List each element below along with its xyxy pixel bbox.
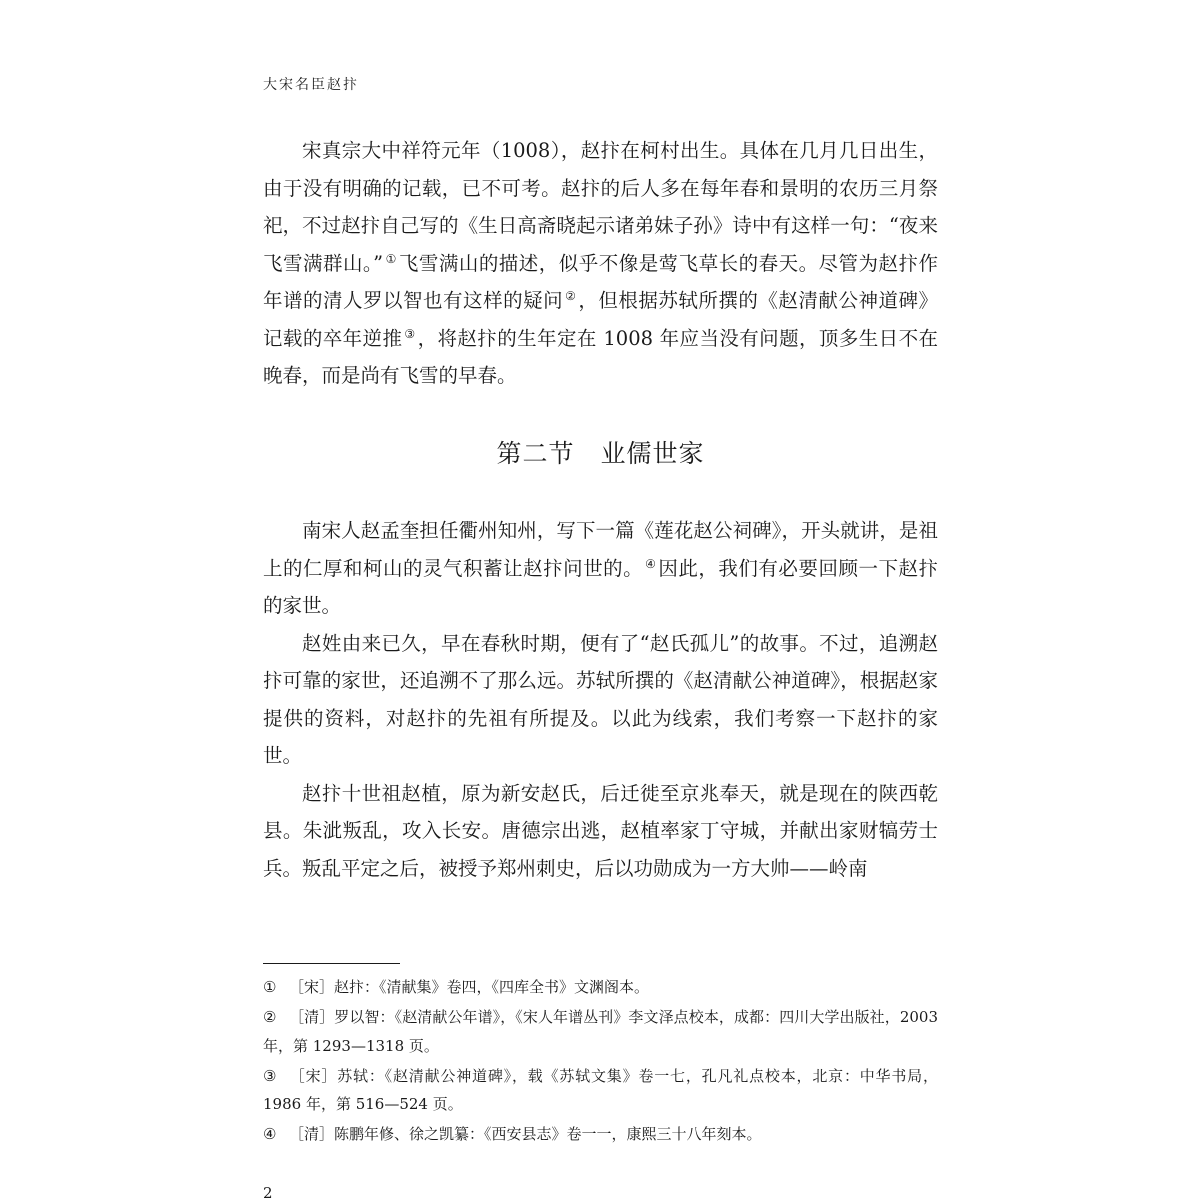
footnote-ref-3[interactable]: ③: [404, 326, 416, 341]
paragraph-ancestry-intro: [263, 512, 938, 625]
footnote-ref-4[interactable]: ④: [645, 556, 657, 571]
footnote-ref-1[interactable]: ①: [385, 251, 397, 266]
paragraph-birth: [263, 132, 938, 395]
footnote-3: [263, 1062, 938, 1119]
paragraph-text: ，但根据苏轼所撰的《赵清献公神道碑》记载的卒年逆推: [263, 289, 938, 350]
footnote-mark: ①: [263, 978, 277, 996]
section-heading: 第二节 业儒世家: [496, 439, 705, 468]
paragraph-text: 飞雪满山的描述，似乎不像是莺飞草长的春天。尽管为赵抃作年谱的清人罗以智也有这样的疑问: [263, 251, 938, 312]
footnote-mark: ②: [263, 1008, 277, 1026]
footnote-text: ［清］陈鹏年修、徐之凯纂：《西安县志》卷一一，康熙三十八年刻本。: [289, 1125, 762, 1143]
paragraph-tenth-ancestor: 赵抃十世祖赵植，原为新安赵氏，后迁徙至京兆奉天，就是现在的陕西乾县。朱泚叛乱，攻入长安。唐德宗出逃，赵植率家丁守城，并献出家财犒劳士兵。叛乱平定之后，被授予郑州刺史，后以功勋成为一方大帅——岭南: [263, 781, 938, 880]
footnote-text: ［宋］苏轼：《赵清献公神道碑》，载《苏轼文集》卷一七，孔凡礼点校本，北京：中华书局，1986 年，第 516—524 页。: [263, 1066, 938, 1113]
footnote-divider: [263, 963, 400, 964]
footnote-text: ［清］罗以智：《赵清献公年谱》，《宋人年谱丛刊》李文泽点校本，成都：四川大学出版社，2003 年，第 1293—1318 页。: [263, 1008, 938, 1055]
footnote-ref-2[interactable]: ②: [565, 289, 577, 303]
paragraph-text: 宋真宗大中祥符元年（1008），赵抃在柯村出生。具体在几月几日出生，由于没有明确的记载，已不可考。赵抃的后人多在每年春和景明的农历三月祭祀，不过赵抃自己写的《生日高斋晓起示诸弟妹子孙》诗中有这样一句：“夜来飞雪满群山。”: [263, 139, 938, 275]
body-text-bottom: [263, 512, 938, 887]
running-header: 大宋名臣赵抃: [263, 77, 359, 93]
footnote-text: ［宋］赵抃：《清献集》卷四，《四库全书》文渊阁本。: [289, 978, 650, 996]
footnote-mark: ③: [263, 1066, 277, 1085]
body-text-top: [263, 132, 938, 395]
footnote-4: [263, 1120, 938, 1149]
paragraph-text: 因此，我们有必要回顾一下赵抃的家世。: [263, 556, 938, 617]
footnote-2: [263, 1003, 938, 1060]
footnotes-section: [263, 973, 938, 1150]
page-number: 2: [263, 1184, 273, 1202]
footnote-mark: ④: [263, 1125, 277, 1143]
paragraph-text: ，将赵抃的生年定在 1008 年应当没有问题，顶多生日不在晚春，而是尚有飞雪的早春。: [263, 326, 938, 387]
paragraph-surname-origin: 赵姓由来已久，早在春秋时期，便有了“赵氏孤儿”的故事。不过，追溯赵抃可靠的家世，还追溯不了那么远。苏轼所撰的《赵清献公神道碑》，根据赵家提供的资料，对赵抃的先祖有所提及。以此为线索，我们考察一下赵抃的家世。: [263, 631, 938, 767]
paragraph-text: 南宋人赵孟奎担任衢州知州，写下一篇《莲花赵公祠碑》，开头就讲，是祖上的仁厚和柯山的灵气积蓄让赵抃问世的。: [263, 519, 938, 580]
footnote-1: [263, 973, 938, 1002]
